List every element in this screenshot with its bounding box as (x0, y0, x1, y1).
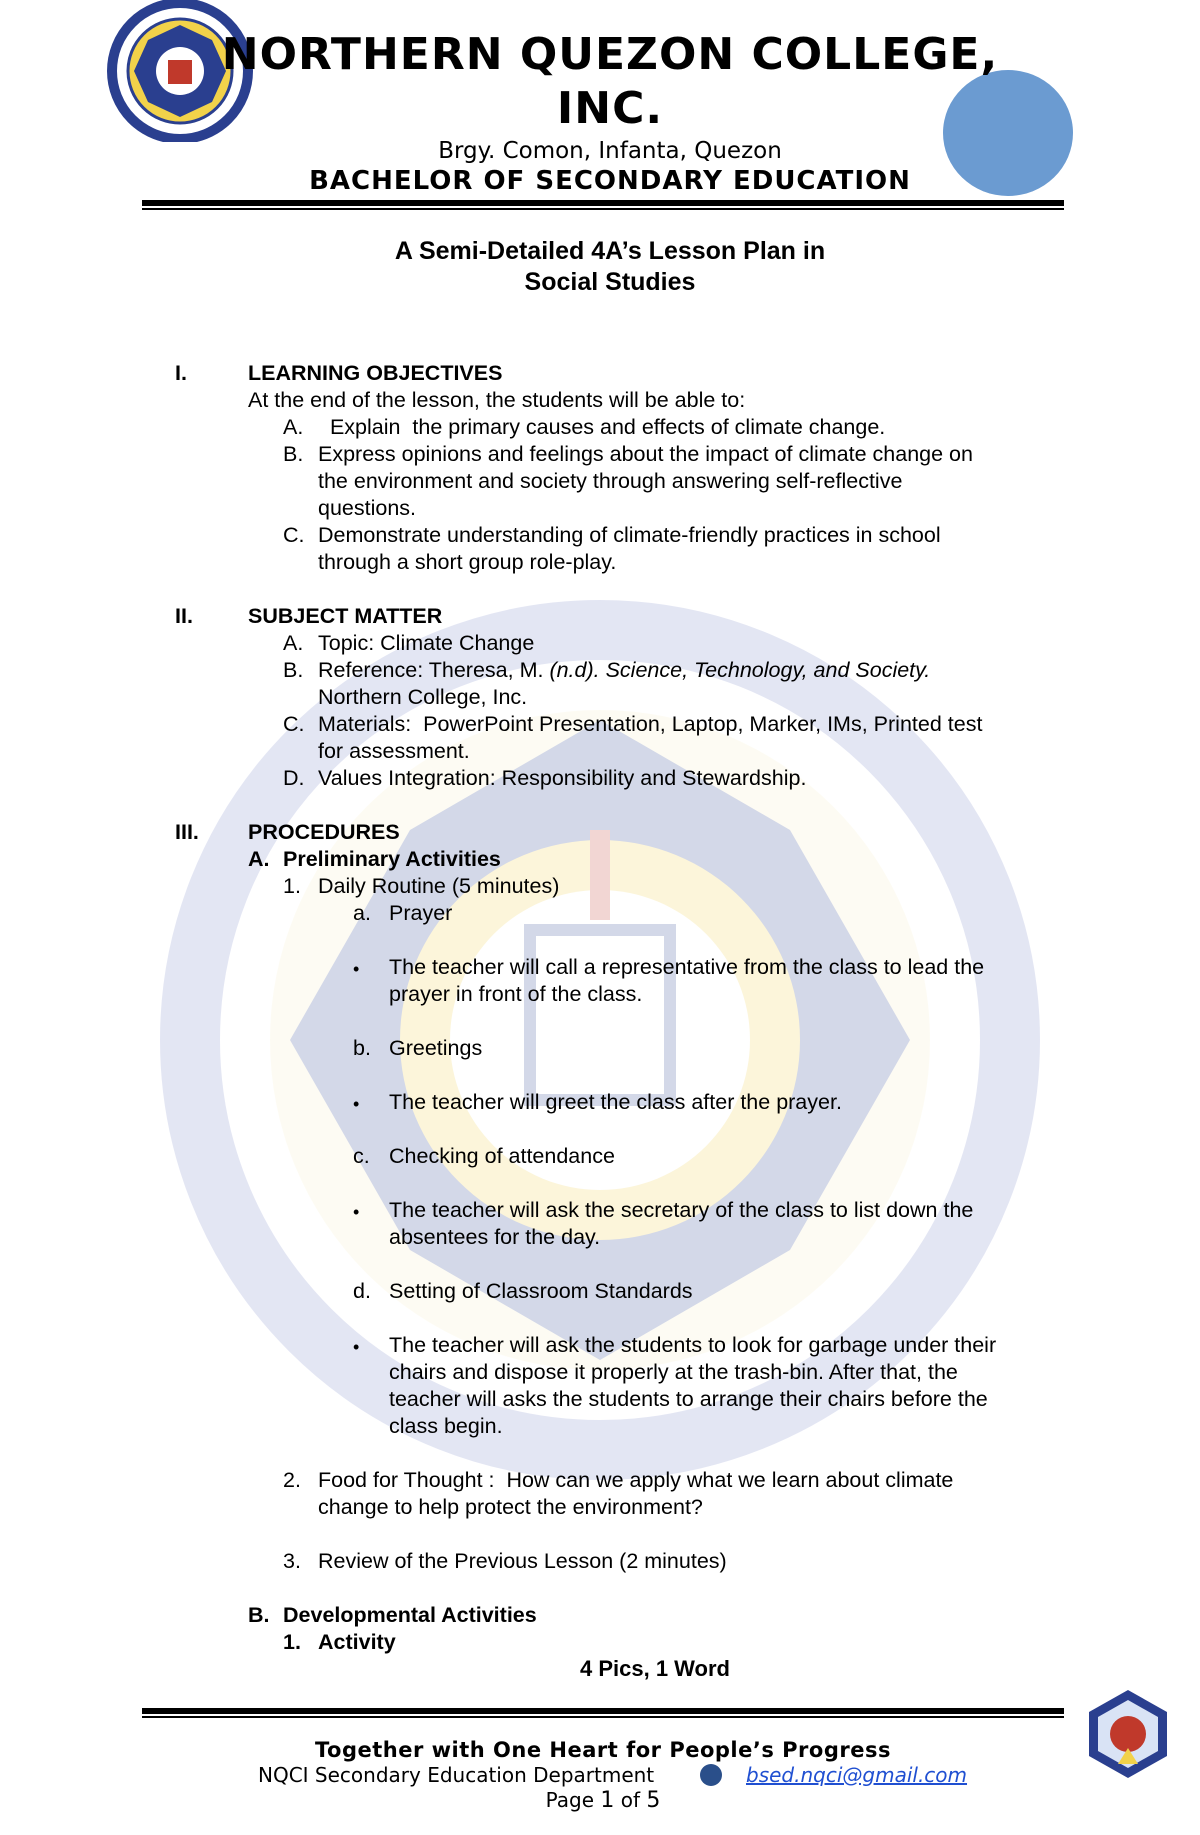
food-for-thought-text: Food for Thought : How can we apply what we learn about climate (318, 1468, 954, 1492)
topic-text: Topic: Climate Change (318, 631, 535, 655)
section-number: III. (175, 820, 199, 844)
routine-item-detail: absentees for the day. (389, 1225, 601, 1249)
list-marker: d. (353, 1279, 371, 1303)
routine-item-detail: prayer in front of the class. (389, 982, 643, 1006)
objective-text: questions. (318, 496, 417, 520)
bullet-icon: • (353, 1202, 360, 1222)
list-marker: 1. (283, 1630, 301, 1654)
values-text: Values Integration: Responsibility and Stewardship. (318, 766, 807, 790)
objective-text: Express opinions and feelings about the impact of climate change on (318, 442, 973, 466)
list-marker: A. (248, 847, 270, 871)
routine-item-label: Checking of attendance (389, 1144, 615, 1168)
section-title: PROCEDURES (248, 820, 400, 844)
bullet-icon: • (353, 1337, 360, 1357)
list-marker: C. (283, 523, 305, 547)
activity-title: 4 Pics, 1 Word (580, 1656, 730, 1681)
routine-item-label: Greetings (389, 1036, 483, 1060)
subsection-title: Developmental Activities (283, 1603, 537, 1627)
objective-text: through a short group role-play. (318, 550, 617, 574)
routine-item-detail: teacher will asks the students to arrange their chairs before the (389, 1387, 988, 1411)
footer-tagline: Together with One Heart for People’s Progress (315, 1738, 891, 1762)
activity-label: Activity (318, 1630, 396, 1654)
review-text: Review of the Previous Lesson (2 minutes) (318, 1549, 727, 1573)
list-marker: A. (283, 631, 304, 655)
list-marker: 3. (283, 1549, 301, 1573)
page-number: Page 1 of 5 (545, 1788, 661, 1813)
objective-text: Demonstrate understanding of climate-friendly practices in school (318, 523, 941, 547)
section-title: LEARNING OBJECTIVES (248, 361, 503, 385)
college-address: Brgy. Comon, Infanta, Quezon (438, 138, 782, 164)
reference-text: Northern College, Inc. (318, 685, 528, 709)
section-title: SUBJECT MATTER (248, 604, 443, 628)
list-marker: b. (353, 1036, 371, 1060)
list-marker: 1. (283, 874, 301, 898)
college-program: BACHELOR OF SECONDARY EDUCATION (309, 166, 911, 196)
email-icon (700, 1764, 722, 1786)
header-divider-thin (142, 208, 1064, 210)
footer-department: NQCI Secondary Education Department (258, 1763, 655, 1787)
subsection-title: Preliminary Activities (283, 847, 501, 871)
list-marker: c. (353, 1144, 370, 1168)
list-marker: A. (283, 415, 304, 439)
list-marker: 2. (283, 1468, 301, 1492)
list-marker: B. (283, 442, 304, 466)
materials-text: for assessment. (318, 739, 470, 763)
routine-item-detail: The teacher will call a representative from the class to lead the (389, 955, 985, 979)
section-number: I. (175, 361, 187, 385)
food-for-thought-text: change to help protect the environment? (318, 1495, 703, 1519)
footer-email-link[interactable]: bsed.nqci@gmail.com (746, 1763, 968, 1787)
list-marker: C. (283, 712, 305, 736)
objectives-intro: At the end of the lesson, the students will be able to: (248, 388, 746, 412)
routine-item-detail: The teacher will ask the secretary of the class to list down the (389, 1198, 974, 1222)
list-marker: B. (248, 1603, 270, 1627)
routine-item-detail: chairs and dispose it properly at the trash-bin. After that, the (389, 1360, 958, 1384)
college-name: NORTHERN QUEZON COLLEGE, INC. (221, 29, 999, 134)
department-badge-logo (1085, 1688, 1171, 1780)
lesson-plan-title: A Semi-Detailed 4A’s Lesson Plan in Social Studies (394, 237, 826, 296)
list-marker: a. (353, 901, 371, 925)
routine-item-detail: class begin. (389, 1414, 503, 1438)
section-number: II. (175, 604, 193, 628)
bullet-icon: • (353, 1094, 360, 1114)
routine-item-detail: The teacher will greet the class after the prayer. (389, 1090, 842, 1114)
list-marker: D. (283, 766, 305, 790)
objective-text: the environment and society through answering self-reflective (318, 469, 903, 493)
reference-text: Reference: Theresa, M. (n.d). Science, Technology, and Society. (318, 658, 931, 682)
objective-text: Explain the primary causes and effects of climate change. (318, 415, 886, 439)
materials-text: Materials: PowerPoint Presentation, Laptop, Marker, IMs, Printed test (318, 712, 983, 736)
routine-item-label: Setting of Classroom Standards (389, 1279, 693, 1303)
reference-italic: (n.d). Science, Technology, and Society. (549, 658, 931, 682)
bullet-icon: • (353, 959, 360, 979)
routine-item-label: Prayer (389, 901, 453, 925)
footer-divider-thick (142, 1708, 1064, 1714)
header-divider-thick (142, 200, 1064, 206)
routine-text: Daily Routine (5 minutes) (318, 874, 560, 898)
list-marker: B. (283, 658, 304, 682)
routine-item-detail: The teacher will ask the students to look for garbage under their (389, 1333, 997, 1357)
footer-divider-thin (142, 1716, 1064, 1718)
